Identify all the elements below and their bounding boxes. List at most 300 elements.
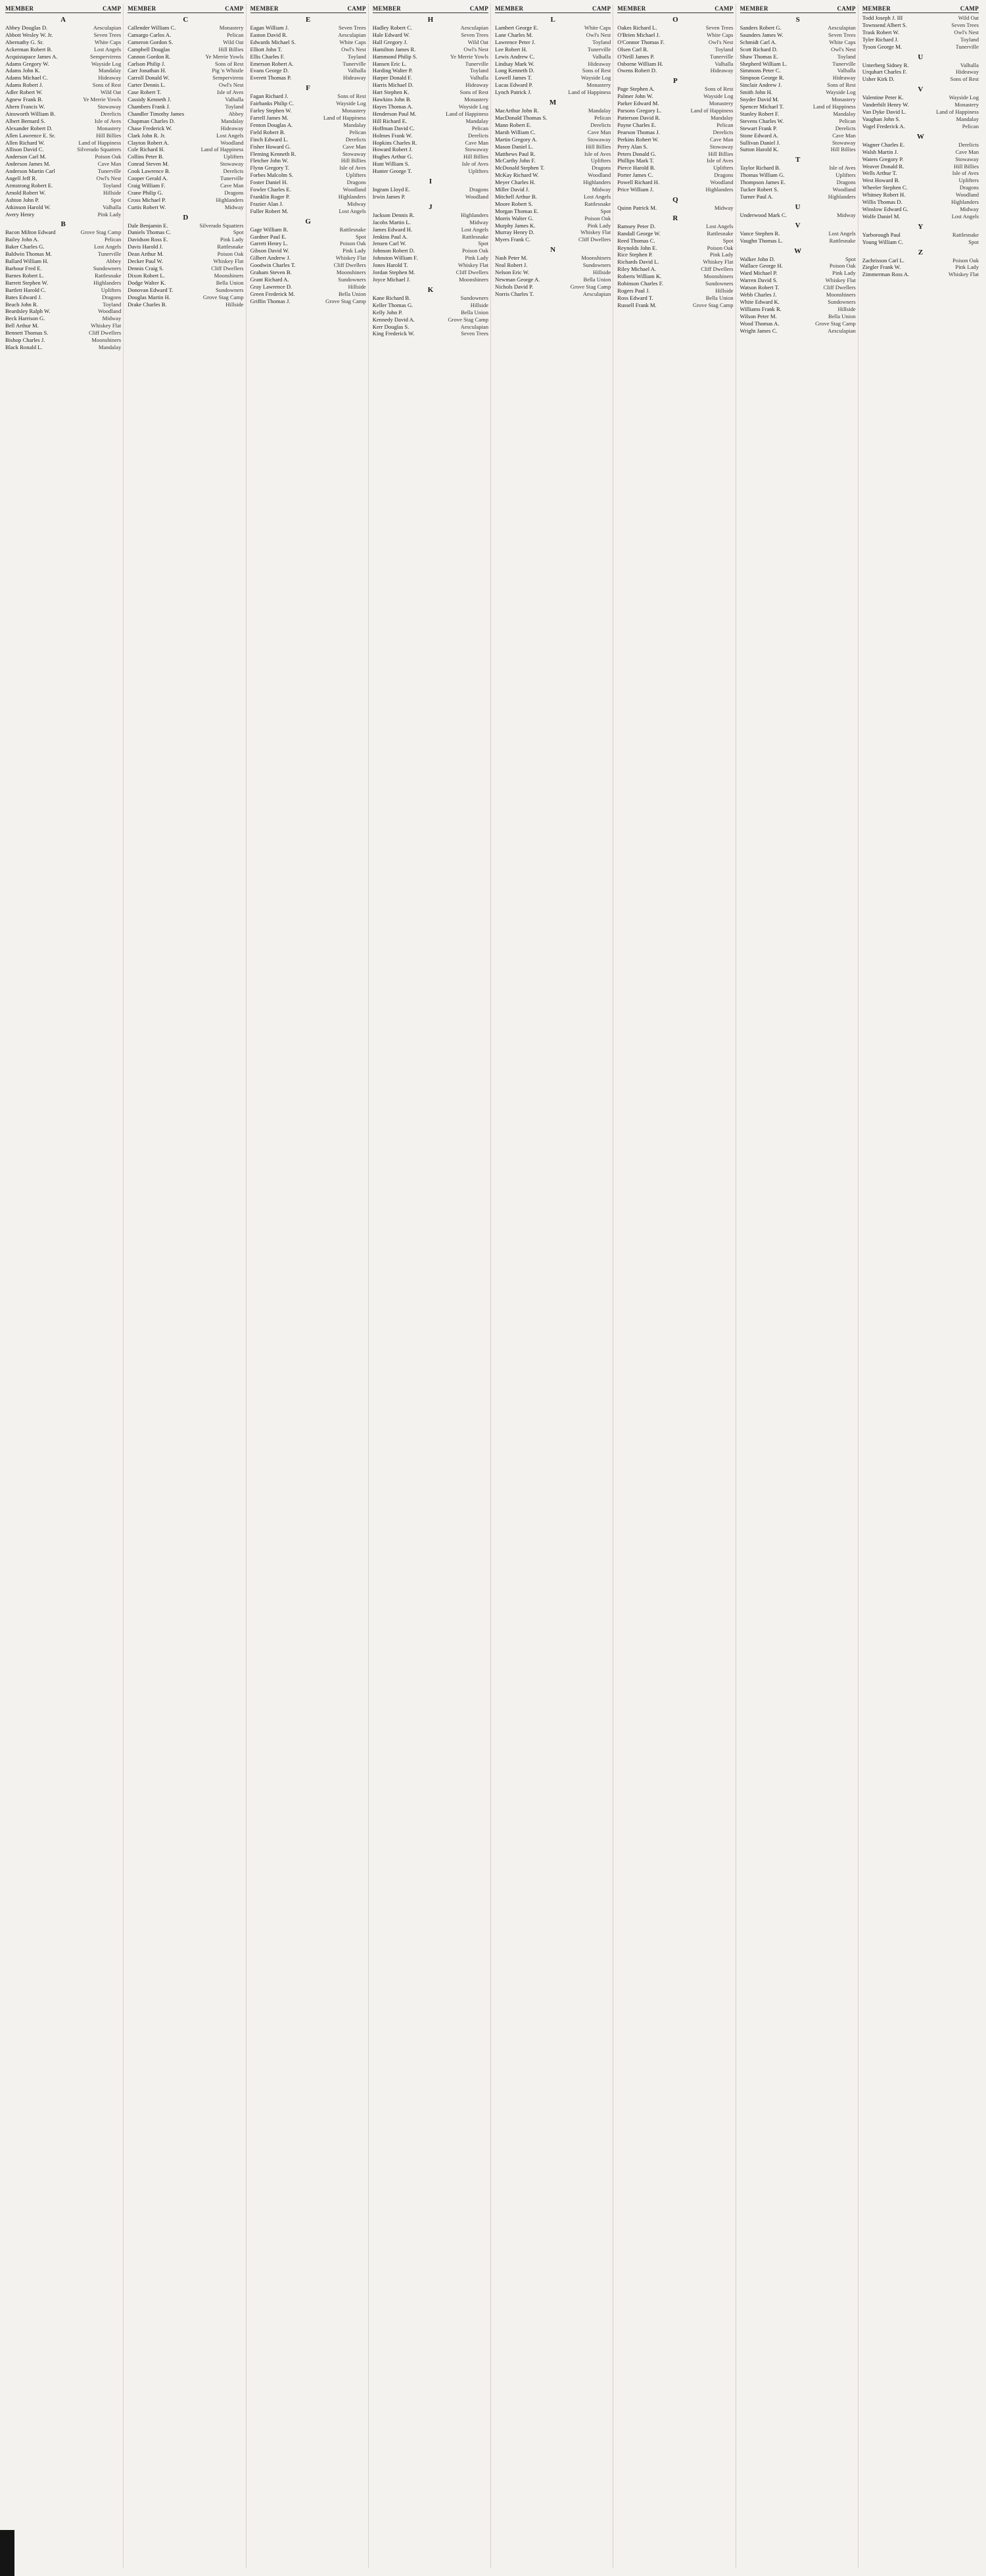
camp-name: Pelican bbox=[594, 114, 611, 121]
member-name: Nelson Eric W. bbox=[495, 269, 530, 276]
member-name: Simpson George R. bbox=[740, 74, 784, 82]
letter-section bbox=[495, 97, 611, 243]
member-name: Ainsworth William B. bbox=[5, 110, 56, 117]
member-name: Gibson David W. bbox=[250, 247, 289, 254]
member-name: Patterson David R. bbox=[617, 114, 661, 121]
section-letter: N bbox=[550, 246, 556, 254]
camp-name: Silverado Squatters bbox=[199, 222, 244, 229]
member-row bbox=[5, 322, 121, 329]
section-letter: W bbox=[794, 247, 802, 255]
member-row bbox=[617, 24, 733, 32]
camp-name: Ye Merrie Yowls bbox=[450, 53, 488, 60]
member-row bbox=[250, 262, 366, 269]
member-name: Zimmerman Ross A. bbox=[862, 271, 910, 278]
member-name: Everett Thomas P. bbox=[250, 74, 292, 82]
member-row bbox=[128, 168, 243, 175]
member-name: Fisher Howard G. bbox=[250, 143, 291, 150]
member-row bbox=[250, 60, 366, 68]
member-row bbox=[740, 60, 856, 68]
letter-section bbox=[5, 14, 121, 218]
camp-name: Highlanders bbox=[460, 211, 488, 218]
camp-name: Hill Billies bbox=[954, 162, 979, 170]
member-row bbox=[373, 24, 488, 32]
member-name: Lucas Edward P. bbox=[495, 82, 533, 89]
member-name: Davidson Ross E. bbox=[128, 236, 168, 243]
member-row bbox=[250, 157, 366, 164]
member-name: Schmidt Carl A. bbox=[740, 38, 777, 45]
camp-name: Dragons bbox=[959, 184, 979, 191]
member-name: Porter James C. bbox=[617, 172, 653, 179]
member-name: Fagan Richard J. bbox=[250, 93, 289, 100]
member-name: Conrad Steven M. bbox=[128, 160, 170, 168]
member-row bbox=[373, 295, 488, 302]
member-name: Dodge Walter K. bbox=[128, 279, 166, 286]
member-row bbox=[495, 53, 611, 60]
member-name: Richards David L. bbox=[617, 258, 659, 266]
member-row bbox=[128, 103, 243, 110]
member-row bbox=[373, 276, 488, 283]
member-row bbox=[617, 179, 733, 186]
camp-name: Lost Angels bbox=[706, 222, 734, 229]
letter-section bbox=[862, 84, 979, 130]
member-name: Waters Gregory P. bbox=[862, 155, 904, 162]
member-row bbox=[250, 226, 366, 233]
member-name: Urquhart Charles F. bbox=[862, 68, 907, 76]
section-letter: Y bbox=[918, 222, 924, 231]
camp-name: Hill Billies bbox=[708, 150, 734, 157]
camp-name: Pelican bbox=[104, 236, 122, 243]
member-name: Randall George W. bbox=[617, 229, 661, 237]
camp-name: Moonshiners bbox=[703, 273, 734, 280]
member-name: Page Stephen A. bbox=[617, 85, 655, 93]
member-row bbox=[5, 132, 121, 139]
camp-heading: CAMP bbox=[225, 5, 244, 12]
member-name: Price William J. bbox=[617, 186, 654, 193]
camp-name: Monastery bbox=[219, 24, 244, 31]
camp-name: Highlanders bbox=[951, 199, 979, 206]
section-letter: S bbox=[795, 16, 800, 24]
member-row bbox=[128, 89, 243, 96]
member-row bbox=[862, 62, 979, 69]
roster-column bbox=[250, 4, 369, 2568]
camp-name: Seven Trees bbox=[951, 21, 979, 28]
member-row bbox=[128, 243, 243, 250]
member-row bbox=[373, 146, 488, 153]
member-name: Mann Robert E. bbox=[495, 121, 532, 128]
member-name: Barbour Fred E. bbox=[5, 265, 42, 272]
member-name: Webb Charles J. bbox=[740, 291, 777, 298]
section-letter: Z bbox=[918, 248, 924, 256]
member-name: Crane Philip G. bbox=[128, 189, 163, 196]
camp-name: Stowaway bbox=[342, 150, 366, 157]
member-name: Black Ronald L. bbox=[5, 343, 43, 350]
member-row bbox=[617, 114, 733, 122]
member-row bbox=[5, 182, 121, 189]
camp-name: Pink Lady bbox=[955, 264, 979, 271]
member-row bbox=[5, 272, 121, 279]
member-name: Dean Arthur M. bbox=[128, 250, 164, 258]
member-name: Harding Walter P. bbox=[372, 67, 413, 74]
member-name: Alexander Robert D. bbox=[5, 124, 53, 131]
member-name: Abbey Douglas D. bbox=[5, 24, 48, 31]
member-row bbox=[617, 251, 733, 258]
member-row bbox=[495, 179, 611, 186]
member-row bbox=[740, 39, 856, 46]
member-name: Donovan Edward T. bbox=[128, 286, 174, 293]
member-name: MacArthur John R. bbox=[495, 107, 539, 114]
camp-name: Lost Angels bbox=[93, 243, 122, 250]
member-row bbox=[128, 24, 243, 32]
camp-name: Hillside bbox=[593, 269, 611, 276]
camp-name: Lost Angels bbox=[216, 131, 244, 139]
member-name: Fuller Robert M. bbox=[250, 207, 289, 214]
member-name: Turner Paul A. bbox=[740, 193, 774, 200]
camp-name: Ye Merrie Yowls bbox=[83, 96, 122, 103]
member-row bbox=[495, 254, 611, 262]
camp-name: White Caps bbox=[94, 38, 122, 45]
member-name: Cook Lawrence B. bbox=[128, 168, 170, 175]
camp-name: Pelican bbox=[716, 121, 734, 128]
member-row bbox=[128, 118, 243, 125]
member-row bbox=[373, 82, 488, 89]
member-row bbox=[250, 151, 366, 158]
camp-name: Sons of Rest bbox=[950, 76, 979, 83]
camp-name: Woodland bbox=[465, 193, 488, 200]
member-name: Ackerman Robert B. bbox=[5, 45, 53, 53]
member-row bbox=[373, 39, 488, 46]
camp-name: Owl's Nest bbox=[708, 38, 734, 45]
camp-name: Grove Stag Camp bbox=[815, 320, 856, 327]
member-row bbox=[5, 229, 121, 236]
member-row bbox=[250, 179, 366, 186]
member-name: Allen Richard W. bbox=[5, 139, 45, 146]
member-name: Barnes Robert L. bbox=[5, 272, 44, 279]
member-row bbox=[617, 172, 733, 179]
member-name: Parsons Gregory L. bbox=[617, 107, 662, 114]
member-name: Flynn Gregory T. bbox=[250, 164, 290, 172]
member-row bbox=[495, 157, 611, 164]
camp-name: Poison Oak bbox=[462, 247, 488, 254]
camp-name: Rattlesnake bbox=[217, 243, 244, 250]
member-row bbox=[862, 29, 979, 36]
camp-name: Derelicts bbox=[713, 128, 734, 135]
member-name: Farrell James M. bbox=[250, 114, 289, 121]
member-row bbox=[250, 193, 366, 201]
member-row bbox=[495, 24, 611, 32]
member-row bbox=[373, 168, 488, 175]
member-name: Riley Michael A. bbox=[617, 266, 657, 273]
letter-section bbox=[250, 14, 366, 82]
member-row bbox=[128, 222, 243, 229]
member-name: Cole Richard H. bbox=[128, 146, 165, 153]
letter-section bbox=[495, 245, 611, 297]
camp-name: Hill Billies bbox=[218, 45, 244, 53]
camp-name: Sons of Rest bbox=[215, 60, 244, 67]
camp-name: Valhalla bbox=[837, 67, 856, 74]
member-name: Finch Edward L. bbox=[250, 135, 289, 143]
member-row bbox=[740, 172, 856, 179]
member-row bbox=[373, 125, 488, 132]
member-row bbox=[862, 36, 979, 43]
member-row bbox=[495, 269, 611, 276]
member-name: Pierce Harold B. bbox=[617, 164, 655, 172]
member-row bbox=[373, 160, 488, 168]
member-row bbox=[5, 125, 121, 132]
camp-name: Land of Happiness bbox=[936, 108, 979, 116]
member-name: Kennedy David A. bbox=[372, 316, 415, 323]
camp-name: Midway bbox=[837, 211, 856, 218]
member-row bbox=[128, 265, 243, 272]
member-name: Smith John H. bbox=[740, 89, 772, 96]
member-row bbox=[495, 32, 611, 39]
column-header bbox=[740, 4, 856, 13]
camp-name: Woodland bbox=[710, 179, 734, 186]
member-name: Irwin James P. bbox=[372, 193, 406, 200]
member-row bbox=[250, 240, 366, 247]
letter-section bbox=[617, 195, 733, 212]
camp-name: Moonshiners bbox=[826, 291, 856, 298]
camp-name: Toyland bbox=[103, 181, 122, 189]
member-row bbox=[373, 110, 488, 118]
member-row bbox=[740, 193, 856, 201]
camp-name: Land of Happiness bbox=[812, 103, 856, 110]
member-row bbox=[128, 229, 243, 236]
member-name: Olsen Carl R. bbox=[617, 45, 649, 53]
member-name: Willis Thomas D. bbox=[862, 199, 903, 206]
member-name: Allison David C. bbox=[5, 146, 44, 153]
member-row bbox=[617, 258, 733, 266]
camp-name: Pelican bbox=[349, 128, 366, 135]
member-name: Ingram Lloyd E. bbox=[372, 186, 410, 193]
member-row bbox=[862, 22, 979, 29]
camp-name: Sundowners bbox=[828, 298, 856, 305]
member-name: Green Frederick M. bbox=[250, 290, 295, 297]
member-row bbox=[250, 247, 366, 254]
camp-name: Woodland bbox=[342, 186, 366, 193]
camp-name: White Caps bbox=[829, 38, 856, 45]
member-name: Lawrence Peter J. bbox=[495, 38, 536, 45]
member-name: MacDonald Thomas S. bbox=[495, 114, 548, 121]
member-row bbox=[373, 226, 488, 233]
member-name: King Frederick W. bbox=[372, 330, 415, 337]
member-row bbox=[5, 301, 121, 308]
camp-name: Hideaway bbox=[832, 74, 856, 82]
camp-name: Pink Lady bbox=[465, 254, 488, 262]
member-row bbox=[617, 85, 733, 93]
member-name: O'Connor Thomas F. bbox=[617, 38, 665, 45]
member-row bbox=[250, 46, 366, 53]
member-name: Martin Gregory A. bbox=[495, 135, 538, 143]
camp-name: Derelicts bbox=[223, 168, 244, 175]
member-name: Nichols David P. bbox=[495, 283, 534, 290]
camp-name: Grove Stag Camp bbox=[692, 301, 734, 308]
member-name: McCarthy John F. bbox=[495, 157, 536, 164]
member-row bbox=[740, 327, 856, 335]
camp-name: Poison Oak bbox=[952, 256, 979, 264]
camp-name: White Caps bbox=[584, 24, 611, 31]
member-row bbox=[5, 168, 121, 175]
camp-name: Toyland bbox=[103, 300, 122, 308]
camp-name: Tunerville bbox=[832, 60, 856, 67]
member-row bbox=[250, 283, 366, 291]
member-heading: MEMBER bbox=[495, 5, 524, 12]
member-row bbox=[5, 243, 121, 250]
camp-name: Mandalay bbox=[465, 117, 488, 124]
member-row bbox=[495, 129, 611, 136]
member-row bbox=[740, 53, 856, 60]
member-name: Rice Stephen P. bbox=[617, 251, 653, 258]
member-name: Fowler Charles E. bbox=[250, 186, 291, 193]
member-name: Allen Lawrence E. Sr. bbox=[5, 131, 56, 139]
member-row bbox=[5, 308, 121, 315]
member-name: Spencer Michael T. bbox=[740, 103, 784, 110]
member-name: Lambert George E. bbox=[495, 24, 538, 31]
member-row bbox=[5, 175, 121, 182]
letter-section bbox=[128, 212, 243, 308]
camp-name: Isle of Aves bbox=[217, 89, 244, 96]
member-heading: MEMBER bbox=[5, 5, 34, 12]
member-name: Acquistapace James A. bbox=[5, 53, 58, 60]
camp-name: Bella Union bbox=[828, 312, 856, 320]
camp-name: Woodland bbox=[588, 172, 611, 179]
member-row bbox=[617, 237, 733, 245]
camp-name: Bella Union bbox=[338, 290, 366, 297]
member-row bbox=[373, 74, 488, 82]
member-row bbox=[617, 53, 733, 60]
member-name: Ashton John P. bbox=[5, 196, 39, 203]
member-name: Simmons Peter C. bbox=[740, 67, 781, 74]
section-letter: U bbox=[918, 53, 924, 61]
camp-name: Spot bbox=[478, 240, 488, 247]
member-row bbox=[740, 110, 856, 118]
member-row bbox=[740, 306, 856, 313]
member-row bbox=[128, 74, 243, 82]
member-row bbox=[862, 213, 979, 220]
member-name: West Howard B. bbox=[862, 177, 900, 184]
camp-name: Hill Billies bbox=[586, 143, 611, 150]
member-name: Usher Kirk D. bbox=[862, 76, 895, 83]
camp-name: Isle of Aves bbox=[829, 164, 856, 172]
member-row bbox=[373, 139, 488, 147]
camp-name: Hillside bbox=[348, 283, 366, 290]
camp-name: Land of Happiness bbox=[78, 139, 122, 146]
member-name: Cross Michael P. bbox=[128, 196, 166, 203]
section-letter: O bbox=[672, 16, 678, 24]
member-name: Hopkins Charles R. bbox=[372, 139, 417, 146]
member-row bbox=[495, 222, 611, 229]
camp-name: Poison Oak bbox=[217, 250, 244, 258]
member-row bbox=[128, 182, 243, 189]
letter-section bbox=[862, 131, 979, 220]
member-name: Hawkins John B. bbox=[372, 96, 411, 103]
member-name: Bishop Charles J. bbox=[5, 337, 45, 344]
camp-name: Whiskey Flat bbox=[825, 277, 856, 284]
member-name: Foster Daniel H. bbox=[250, 179, 288, 186]
member-name: Harris Michael D. bbox=[372, 82, 414, 89]
camp-name: Sons of Rest bbox=[337, 93, 366, 100]
member-row bbox=[495, 186, 611, 193]
camp-name: Woodland bbox=[98, 308, 122, 315]
member-row bbox=[5, 204, 121, 211]
member-name: Powell Richard H. bbox=[617, 179, 659, 186]
camp-name: Aesculapian bbox=[93, 24, 122, 31]
camp-name: Sundowners bbox=[705, 280, 734, 287]
camp-name: Whiskey Flat bbox=[335, 254, 366, 262]
member-row bbox=[740, 284, 856, 291]
camp-name: Land of Happiness bbox=[323, 114, 366, 121]
camp-name: Bella Union bbox=[461, 308, 488, 316]
camp-name: Silverado Squatters bbox=[77, 146, 122, 153]
member-row bbox=[250, 164, 366, 172]
section-letter: Q bbox=[672, 195, 678, 204]
member-row bbox=[617, 266, 733, 273]
camp-name: Lost Angels bbox=[461, 226, 488, 233]
member-name: Vanderbilt Henry W. bbox=[862, 101, 909, 108]
member-name: Jordan Stephen M. bbox=[372, 269, 415, 276]
column-header bbox=[250, 4, 366, 13]
member-row bbox=[250, 143, 366, 151]
member-name: Todd Joseph J. III bbox=[862, 14, 903, 21]
member-row bbox=[373, 262, 488, 269]
camp-name: Stowaway bbox=[587, 135, 611, 143]
camp-name: Isle of Aves bbox=[952, 170, 979, 177]
member-row bbox=[617, 67, 733, 74]
camp-name: Aesculapian bbox=[828, 327, 856, 334]
member-row bbox=[5, 74, 121, 82]
column-header bbox=[128, 4, 243, 13]
camp-name: Pelican bbox=[839, 117, 856, 124]
camp-name: Wayside Log bbox=[703, 93, 734, 100]
camp-name: Cave Man bbox=[220, 181, 244, 189]
member-name: Thomas William G. bbox=[740, 172, 785, 179]
camp-name: Sundowners bbox=[460, 294, 488, 301]
member-name: Hunter George T. bbox=[372, 168, 412, 175]
camp-heading: CAMP bbox=[469, 5, 488, 12]
member-name: Camargo Carlos A. bbox=[128, 31, 172, 38]
member-name: Snyder David M. bbox=[740, 96, 779, 103]
member-row bbox=[373, 240, 488, 247]
letter-section bbox=[862, 247, 979, 279]
member-name: Curtis Robert W. bbox=[128, 203, 166, 210]
member-row bbox=[128, 287, 243, 294]
member-name: Parker Edward M. bbox=[617, 100, 659, 107]
member-name: Meyer Charles H. bbox=[495, 179, 536, 186]
camp-name: Rattlesnake bbox=[584, 200, 611, 207]
member-name: Barrett Stephen W. bbox=[5, 279, 49, 286]
member-name: Cassidy Kenneth J. bbox=[128, 96, 172, 103]
camp-name: Toyland bbox=[347, 53, 366, 60]
member-name: Gray Lawrence D. bbox=[250, 283, 293, 290]
member-row bbox=[250, 74, 366, 82]
camp-name: Highlanders bbox=[338, 193, 366, 200]
roster-column bbox=[617, 4, 736, 2568]
member-row bbox=[740, 164, 856, 172]
member-row bbox=[373, 302, 488, 309]
section-letter: W bbox=[916, 132, 924, 141]
camp-name: Dragons bbox=[714, 172, 734, 179]
member-name: Miller David J. bbox=[495, 186, 530, 193]
member-row bbox=[495, 291, 611, 298]
member-name: Townsend Albert S. bbox=[862, 21, 907, 28]
member-row bbox=[128, 67, 243, 74]
member-row bbox=[373, 323, 488, 331]
member-row bbox=[5, 103, 121, 110]
member-name: Morris Walter G. bbox=[495, 214, 534, 222]
camp-name: Stowaway bbox=[220, 160, 244, 168]
camp-name: Monastery bbox=[831, 96, 856, 103]
member-row bbox=[740, 24, 856, 32]
camp-name: Stowaway bbox=[97, 103, 122, 110]
